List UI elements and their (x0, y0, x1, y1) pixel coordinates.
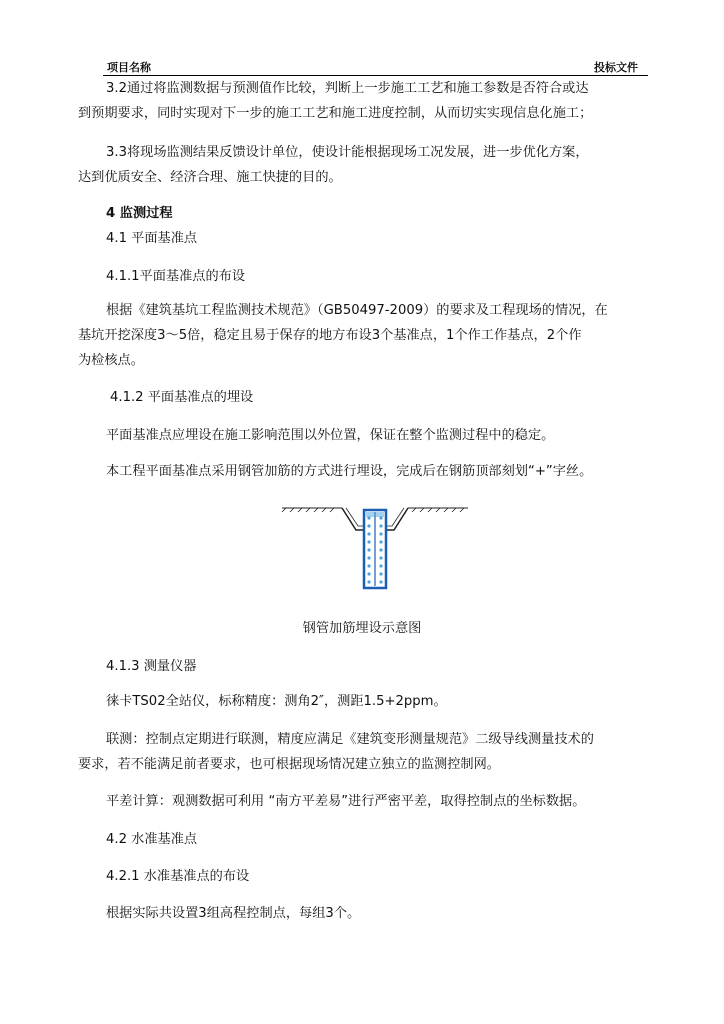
header-doc-type: 投标文件 (594, 61, 638, 74)
para-4-1-2-a: 平面基准点应埋设在施工影响范围以外位置，保证在整个监测过程中的稳定。 (106, 428, 555, 443)
para-4-1-3-b-line2: 要求，若不能满足前者要求，也可根据现场情况建立独立的监测控制网。 (78, 757, 500, 772)
section-4-2-heading: 4.2 水准基准点 (106, 832, 198, 847)
para-4-1-2-b: 本工程平面基准点采用钢管加筋的方式进行埋设，完成后在钢筋顶部刻划“+”字丝。 (106, 464, 593, 479)
section-4-heading: 4 监测过程 (106, 206, 173, 221)
para-4-1-3-b-line1: 联测：控制点定期进行联测，精度应满足《建筑变形测量规范》二级导线测量技术的 (106, 732, 594, 747)
section-4-1-2-heading: 4.1.2 平面基准点的埋设 (110, 390, 254, 405)
section-4-1-1-heading: 4.1.1平面基准点的布设 (106, 269, 246, 284)
para-3-2-line1: 3.2通过将监测数据与预测值作比较，判断上一步施工工艺和施工参数是否符合或达 (106, 81, 589, 96)
steel-pipe-benchmark-icon (280, 498, 470, 598)
steel-pipe-benchmark-figure (280, 498, 470, 598)
figure-caption: 钢管加筋埋设示意图 (302, 621, 422, 636)
para-3-2-line2: 到预期要求，同时实现对下一步的施工工艺和施工进度控制，从而切实实现信息化施工； (78, 106, 593, 121)
para-4-1-1-line3: 为检核点。 (78, 353, 144, 368)
para-4-1-1-line1: 根据《建筑基坑工程监测技术规范》（GB50497-2009）的要求及工程现场的情况，在 (106, 303, 608, 318)
para-4-1-3-c: 平差计算：观测数据可利用 “南方平差易”进行严密平差，取得控制点的坐标数据。 (106, 794, 586, 809)
header-project-name: 项目名称 (107, 61, 151, 74)
para-3-3-line1: 3.3将现场监测结果反馈设计单位，使设计能根据现场工况发展，进一步优化方案， (106, 145, 589, 160)
para-4-1-3-a: 徕卡TS02全站仪，标称精度：测角2″，测距1.5+2ppm。 (106, 694, 447, 709)
page-header (103, 57, 648, 76)
para-4-1-1-line2: 基坑开挖深度3～5倍，稳定且易于保存的地方布设3个基准点，1个作工作基点，2个作 (78, 328, 582, 343)
para-4-2-1: 根据实际共设置3组高程控制点，每组3个。 (106, 906, 361, 921)
para-3-3-line2: 达到优质安全、经济合理、施工快捷的目的。 (78, 170, 342, 185)
section-4-1-3-heading: 4.1.3 测量仪器 (106, 659, 197, 674)
section-4-2-1-heading: 4.2.1 水准基准点的布设 (106, 869, 250, 884)
section-4-1-heading: 4.1 平面基准点 (106, 231, 198, 246)
